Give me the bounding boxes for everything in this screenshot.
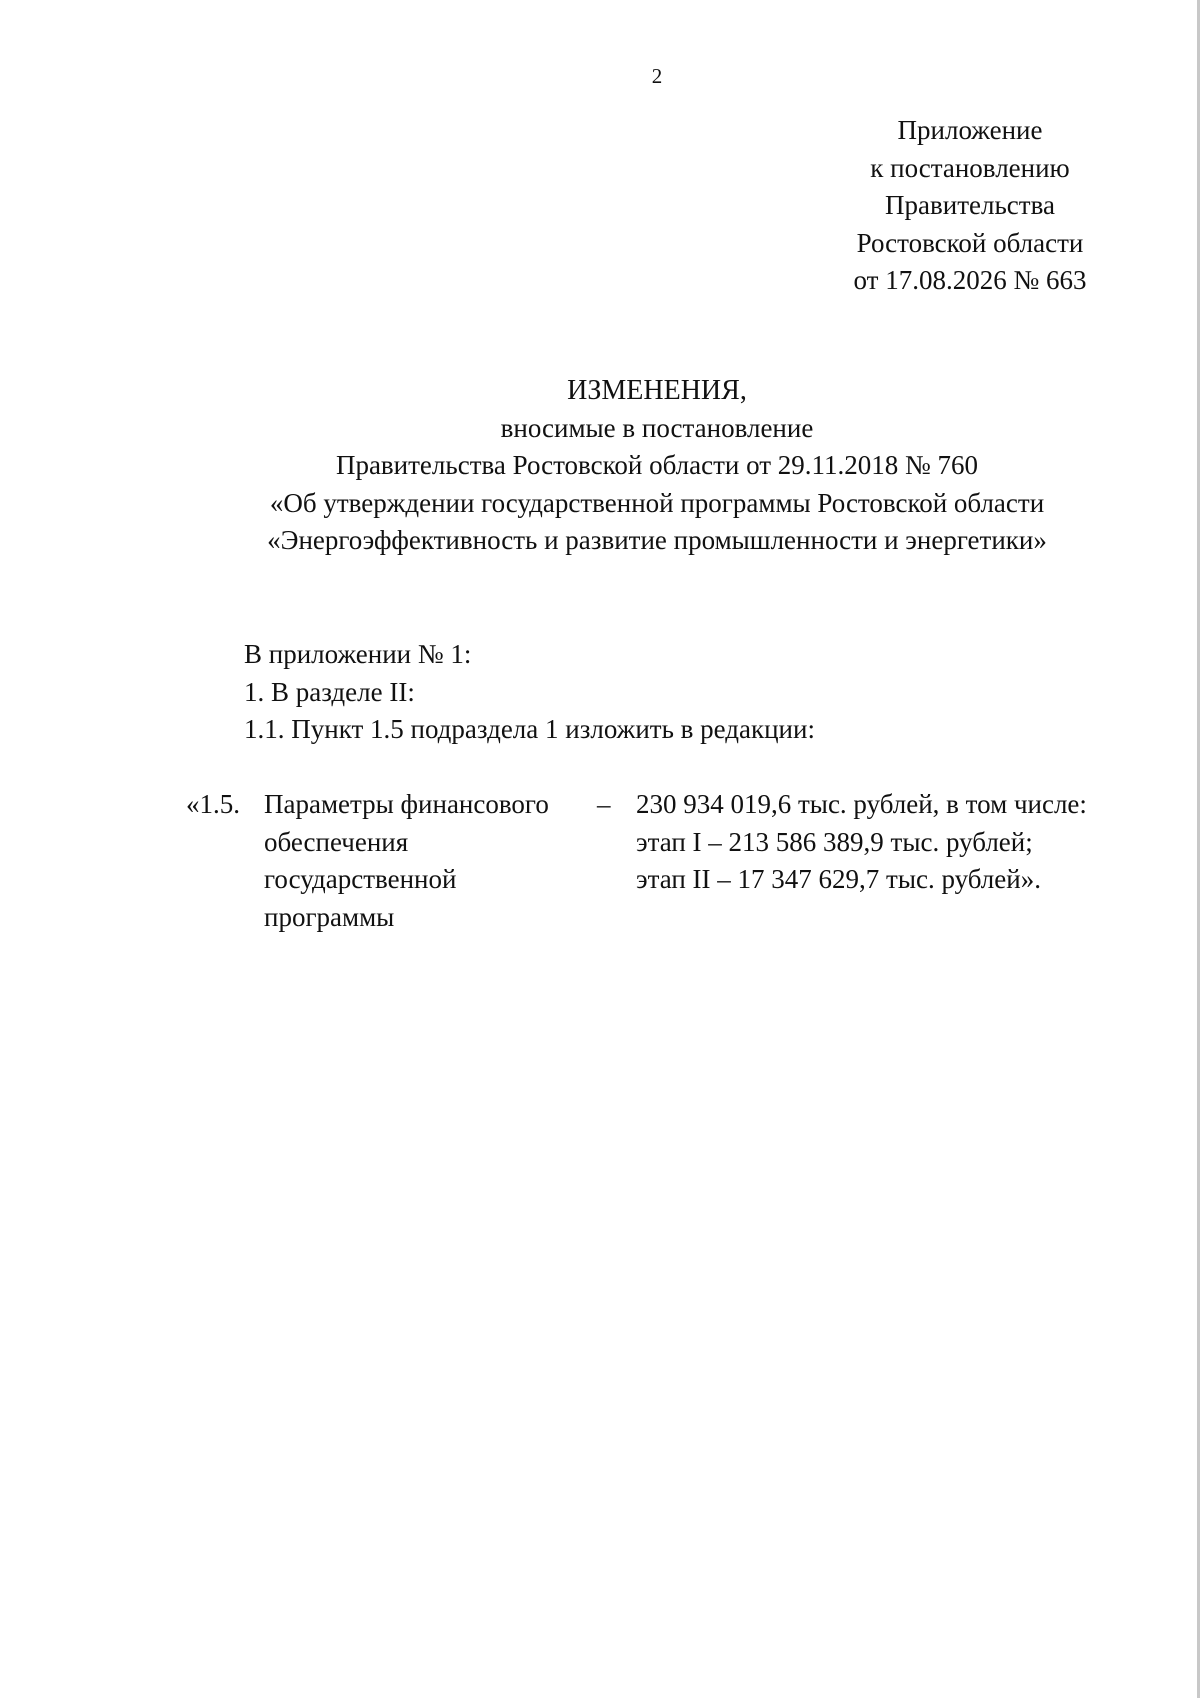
heading-line: Правительства Ростовской области от 29.11.2018 № 760	[335, 450, 979, 480]
item-value-line: этап I – 213 586 389,9 тыс. рублей;	[636, 826, 1033, 857]
item-label-line: обеспечения	[264, 826, 409, 857]
document-heading	[200, 372, 1114, 560]
item-label-line: программы	[264, 901, 395, 932]
item-dash: –	[597, 789, 611, 819]
item-label-line: государственной	[264, 864, 457, 894]
heading-line: «Энергоэффективность и развитие промышленности и энергетики»	[267, 525, 1047, 555]
body-line: 1. В разделе II:	[244, 676, 415, 707]
item-label	[264, 786, 584, 936]
appendix-line: от 17.08.2026 № 663	[853, 265, 1087, 295]
page-number: 2	[651, 64, 663, 88]
item-values	[636, 786, 1087, 899]
appendix-line: Ростовской области	[856, 227, 1084, 258]
body-line: В приложении № 1:	[244, 639, 472, 669]
heading-title: ИЗМЕНЕНИЯ,	[567, 375, 747, 406]
item-number: «1.5.	[186, 789, 240, 819]
item-value-line: этап II – 17 347 629,7 тыс. рублей».	[636, 864, 1041, 894]
appendix-line: к постановлению	[870, 152, 1070, 183]
appendix-block	[820, 112, 1120, 300]
body-text	[244, 636, 815, 749]
item-value-line: 230 934 019,6 тыс. рублей, в том числе:	[636, 789, 1087, 819]
item-label-line: Параметры финансового	[264, 789, 549, 819]
heading-line: «Об утверждении государственной программы Ростовской области	[269, 487, 1045, 518]
appendix-line: Приложение	[897, 115, 1043, 145]
appendix-line: Правительства	[885, 190, 1055, 220]
body-line: 1.1. Пункт 1.5 подраздела 1 изложить в редакции:	[244, 714, 815, 744]
heading-line: вносимые в постановление	[500, 412, 814, 443]
